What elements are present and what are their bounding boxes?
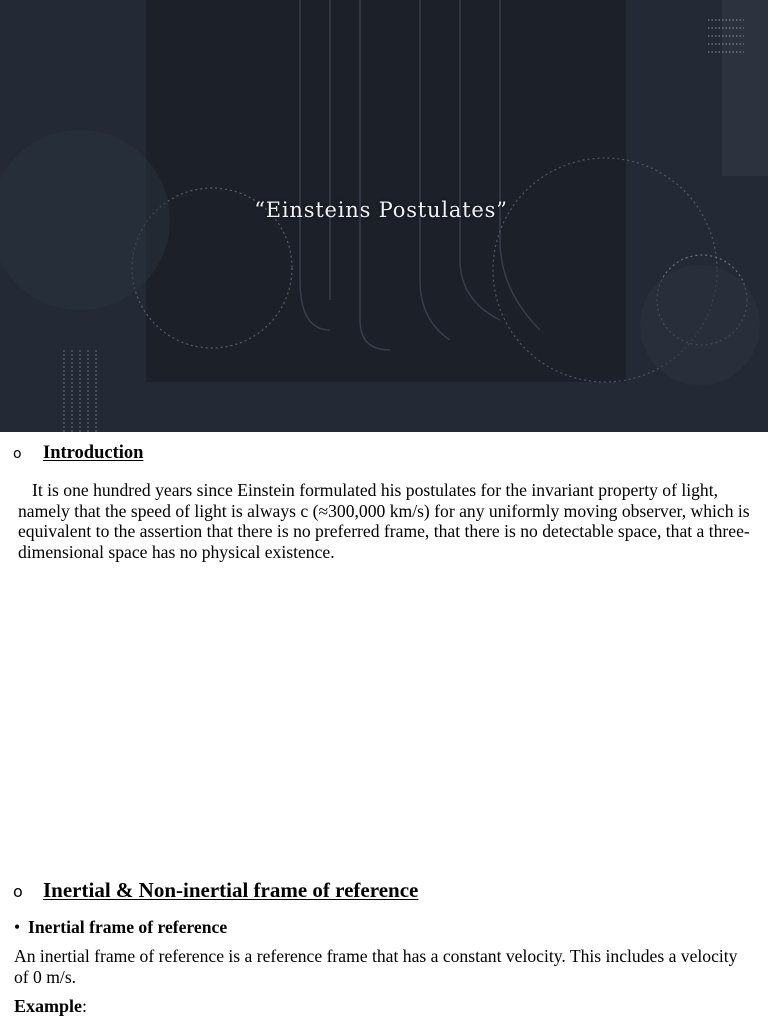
page-title: “Einsteins Postulates” <box>254 198 508 222</box>
example-label-row <box>14 996 87 1017</box>
frames-heading: Inertial & Non-inertial frame of reference <box>43 878 419 902</box>
example-label: Example <box>14 996 83 1016</box>
inertial-subheading-row <box>14 917 227 938</box>
banner-blob <box>640 265 760 385</box>
dot-bullet-icon: • <box>14 917 21 937</box>
inertial-subheading: Inertial frame of reference <box>28 917 228 937</box>
example-colon: : <box>82 996 88 1016</box>
inertial-paragraph: An inertial frame of reference is a reference frame that has a constant velocity. This includes a velocity of 0 m/s. <box>14 946 738 987</box>
circle-bullet-icon: o <box>13 882 23 901</box>
title-banner <box>0 0 768 432</box>
banner-panel <box>146 0 626 382</box>
introduction-heading: Introduction <box>43 443 144 463</box>
banner-vertical-dots <box>64 350 96 432</box>
banner-side-strip <box>722 0 768 176</box>
introduction-paragraph: It is one hundred years since Einstein formulated his postulates for the invariant property of light, namely that the speed of light is always c (≈300,000 km/s) for any uniformly moving observer, which is equivalent to the assertion that there is no preferred frame, that there is no detectable space, that a three-dimensional space has no physical existence. <box>18 480 750 562</box>
frames-heading-row <box>13 878 418 903</box>
circle-bullet-icon: o <box>13 446 22 462</box>
introduction-heading-row <box>13 443 143 464</box>
